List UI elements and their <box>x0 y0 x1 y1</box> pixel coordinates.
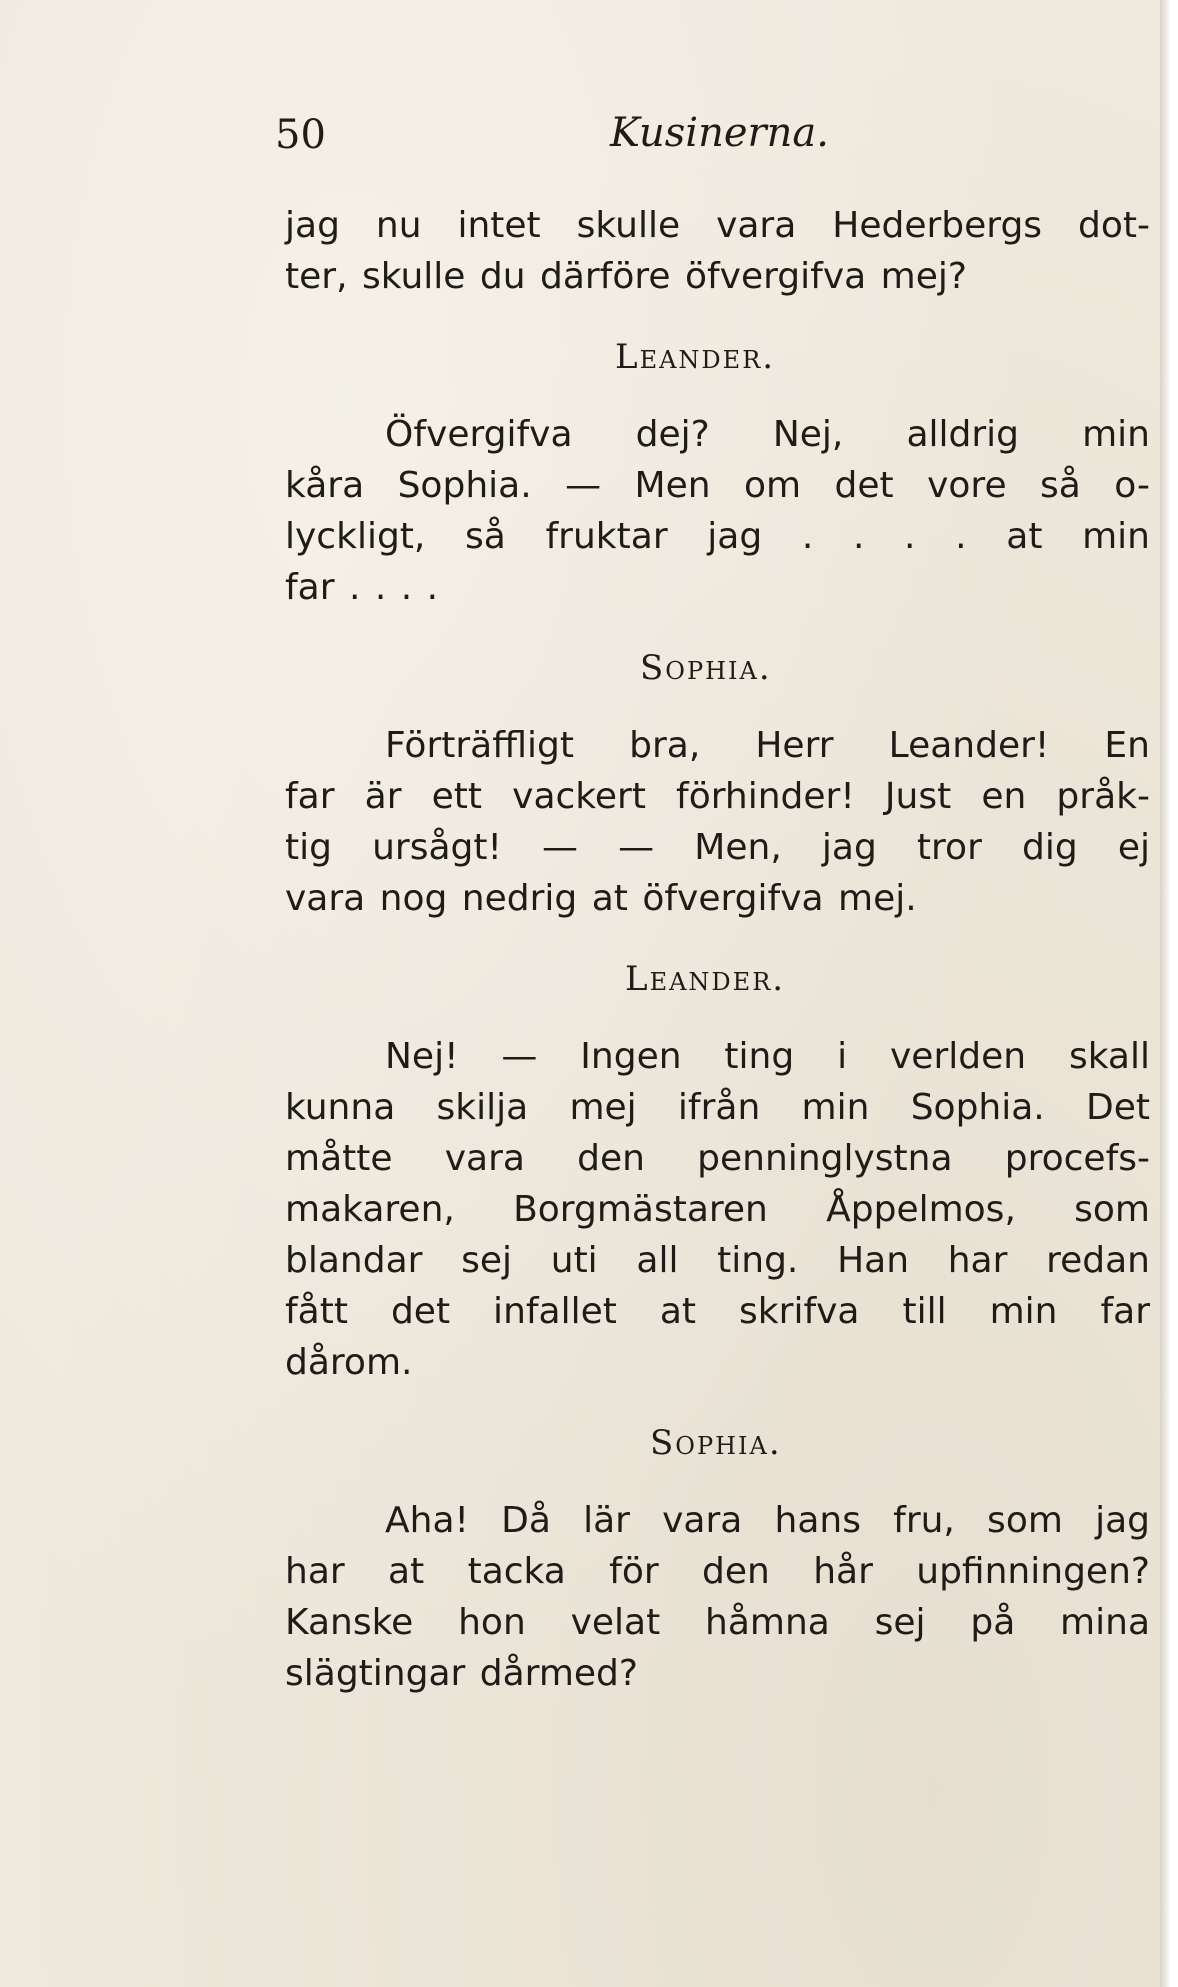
speech-block <box>285 1495 1150 1699</box>
text-line: ter, skulle du därföre öfvergifva mej? <box>285 256 967 297</box>
text-line: jag nu intet skulle vara Hederbergs dot- <box>285 205 1150 246</box>
text-line: Kanske hon velat håmna sej på mina <box>285 1602 1150 1643</box>
text-line: lyckligt, så fruktar jag . . . . at min <box>285 516 1150 557</box>
text-line: fått det infallet at skrifva till min far <box>285 1291 1150 1332</box>
page-number: 50 <box>275 112 326 158</box>
text-line: far . . . . <box>285 567 439 608</box>
text-line: far är ett vackert förhinder! Just en pråk- <box>285 776 1150 817</box>
text-line: makaren, Borgmästaren Åppelmos, som <box>285 1189 1150 1230</box>
text-line: Aha! Då lär vara hans fru, som jag <box>385 1500 1150 1541</box>
text-line: tig ursågt! — — Men, jag tror dig ej <box>285 827 1150 868</box>
speaker-name: Sophia. <box>650 1423 782 1463</box>
page-edge <box>1160 0 1178 1987</box>
text-line: kåra Sophia. — Men om det vore så o- <box>285 465 1150 506</box>
page-header <box>275 112 1155 162</box>
speaker-name: Leander. <box>615 337 776 377</box>
speaker-name: Sophia. <box>640 648 772 688</box>
text-line: blandar sej uti all ting. Han har redan <box>285 1240 1150 1281</box>
speaker-name: Leander. <box>625 959 786 999</box>
page-text <box>285 200 1150 1699</box>
text-line: slägtingar dårmed? <box>285 1653 639 1694</box>
text-line: måtte vara den penninglystna procefs- <box>285 1138 1150 1179</box>
speech-block <box>285 720 1150 924</box>
text-line: Nej! — Ingen ting i verlden skall <box>385 1036 1150 1077</box>
speech-block <box>285 409 1150 613</box>
running-head: Kusinerna. <box>610 110 829 156</box>
text-line: kunna skilja mej ifrån min Sophia. Det <box>285 1087 1150 1128</box>
speech-block <box>285 200 1150 302</box>
text-line: vara nog nedrig at öfvergifva mej. <box>285 878 917 919</box>
speech-block <box>285 1031 1150 1388</box>
text-line: Förträffligt bra, Herr Leander! En <box>385 725 1150 766</box>
text-line: har at tacka för den hår upfinningen? <box>285 1551 1150 1592</box>
text-line: dårom. <box>285 1342 413 1383</box>
text-line: Öfvergifva dej? Nej, alldrig min <box>385 414 1150 455</box>
